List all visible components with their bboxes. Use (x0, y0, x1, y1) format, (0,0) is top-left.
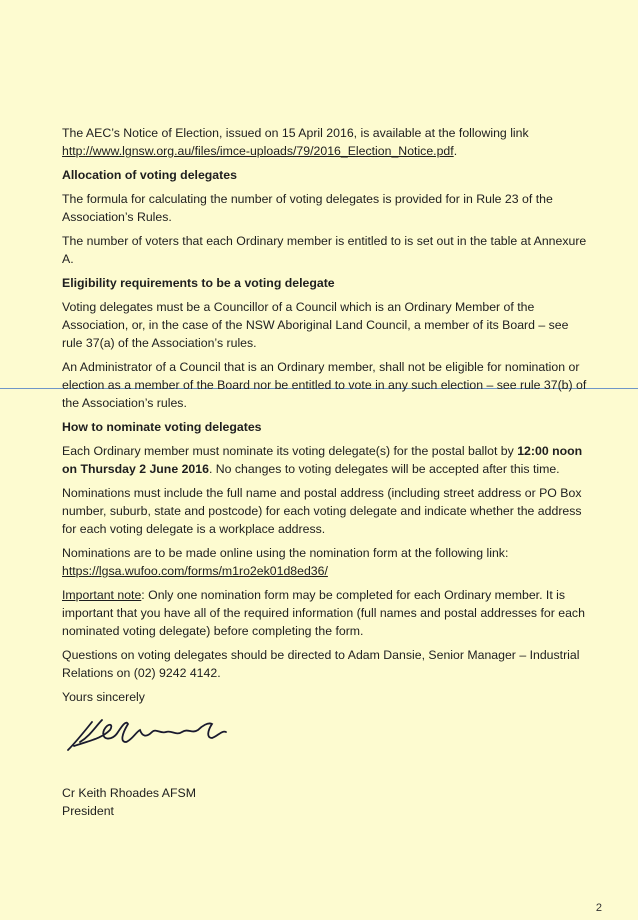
nomination-form-link[interactable]: https://lgsa.wufoo.com/forms/m1ro2ek01d8ed36/ (62, 564, 328, 578)
signoff-block (62, 784, 592, 820)
page-number: 2 (595, 902, 602, 914)
questions-paragraph: Questions on voting delegates should be directed to Adam Dansie, Senior Manager – Industrial Relations on (02) 9242 4142. (62, 648, 580, 680)
important-note-label: Important note (62, 588, 142, 602)
eligibility-paragraph-1: Voting delegates must be a Councillor of a Council which is an Ordinary Member of the Association, or, in the case of the NSW Aboriginal Land Council, a member of its Board – see rule 37(a) of the Association’s rules. (62, 300, 569, 350)
intro-paragraph: The AEC’s Notice of Election, issued on 15 April 2016, is available at the following link http://www.lgnsw.org.au/files/imce-uploads/79/2016_Election_Notice.pdf. (62, 126, 529, 158)
nomination-form-paragraph: Nominations are to be made online using the nomination form at the following link: https://lgsa.wufoo.com/forms/m1ro2ek01d8ed36/ (62, 546, 509, 578)
deadline-paragraph: Each Ordinary member must nominate its voting delegate(s) for the postal ballot by 12:00 noon on Thursday 2 June 2016. No changes to voting delegates will be accepted after this time. (62, 444, 583, 476)
allocation-paragraph-1: The formula for calculating the number of voting delegates is provided for in Rule 23 of the Association’s Rules. (62, 192, 553, 224)
salutation: Yours sincerely (62, 690, 145, 704)
signature-image (62, 712, 592, 762)
nomination-requirements-paragraph: Nominations must include the full name and postal address (including street address or PO Box number, suburb, state and postcode) for each voting delegate and indicate whether the address for each voting delegate is a workplace address. (62, 486, 582, 536)
signatory-name: Cr Keith Rhoades AFSM (62, 786, 196, 800)
allocation-paragraph-2: The number of voters that each Ordinary member is entitled to is set out in the table at Annexure A. (62, 234, 587, 266)
letter-body (62, 124, 592, 820)
deadline-text: 12:00 noon on Thursday 2 June 2016 (62, 444, 583, 476)
nominate-heading: How to nominate voting delegates (62, 420, 262, 434)
signatory-title: President (62, 804, 114, 818)
important-note-paragraph: Important note: Only one nomination form may be completed for each Ordinary member. It is important that you have all of the required information (full names and postal addresses for each nominated voting delegate) before completing the form. (62, 588, 585, 638)
allocation-heading: Allocation of voting delegates (62, 168, 237, 182)
eligibility-paragraph-2: An Administrator of a Council that is an Ordinary member, shall not be eligible for nomination or election as a member of the Board nor be entitled to vote in any such election – see rule 37(b) of the Association’s rules. (62, 360, 587, 410)
election-notice-link[interactable]: http://www.lgnsw.org.au/files/imce-uploads/79/2016_Election_Notice.pdf (62, 144, 454, 158)
eligibility-heading: Eligibility requirements to be a voting delegate (62, 276, 335, 290)
